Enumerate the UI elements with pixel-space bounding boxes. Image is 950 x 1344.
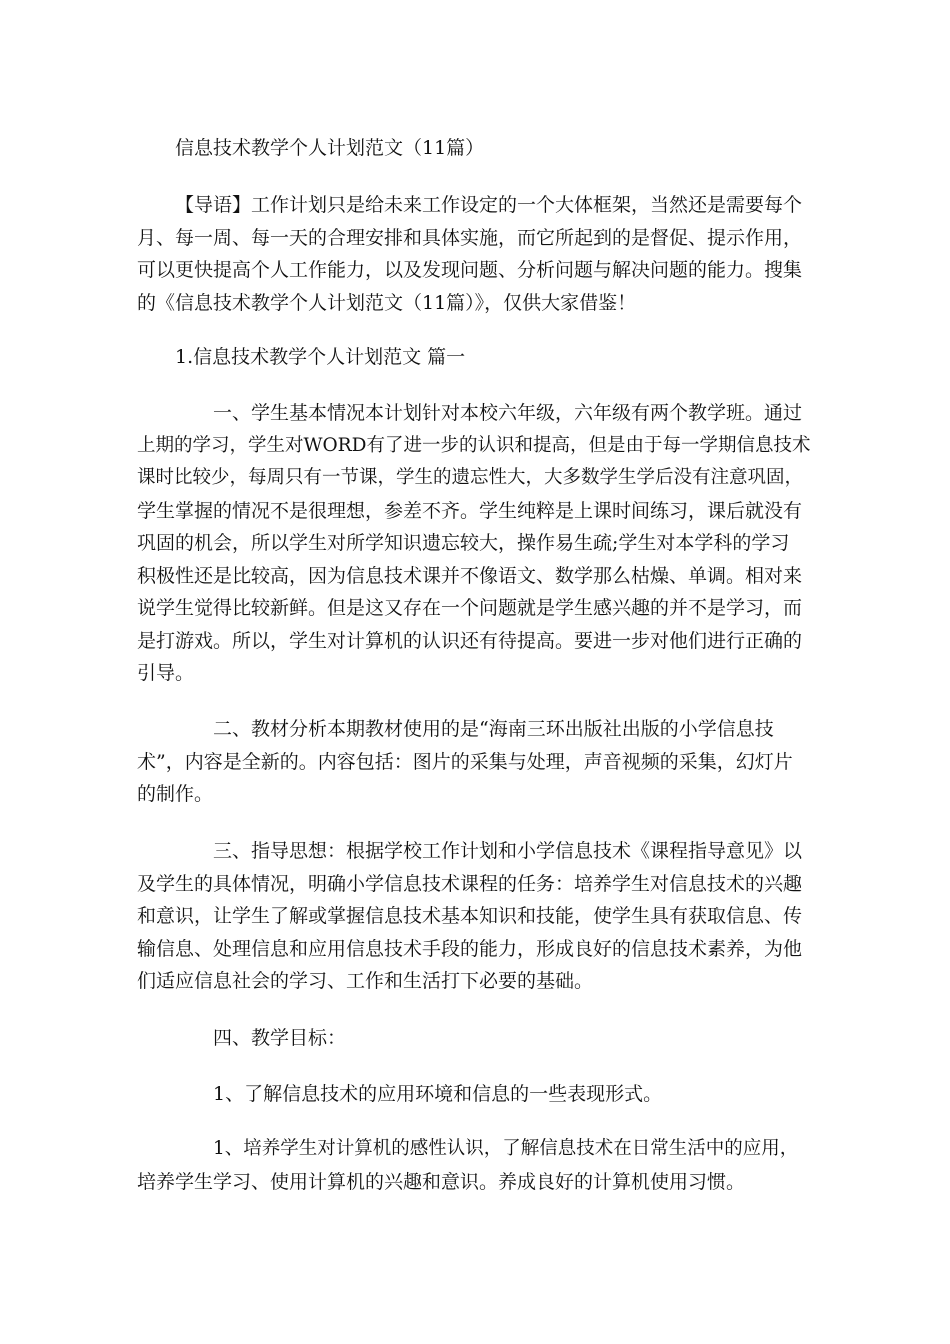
intro-line: 可以更快提高个人工作能力，以及发现问题、分析问题与解决问题的能力。搜集 (137, 259, 803, 281)
intro-line: 月、每一周、每一天的合理安排和具体实施，而它所起到的是督促、提示作用， (137, 226, 803, 249)
paragraph-line: 三、指导思想：根据学校工作计划和小学信息技术《课程指导意见》以 (213, 840, 803, 862)
paragraph-line: 二、教材分析本期教材使用的是“海南三环出版社出版的小学信息技 (213, 718, 774, 740)
paragraph-line: 培养学生学习、使用计算机的兴趣和意识。养成良好的计算机使用习惯。 (137, 1170, 746, 1193)
paragraph-line: 说学生觉得比较新鲜。但是这又存在一个问题就是学生感兴趣的并不是学习，而 (137, 597, 803, 619)
paragraph-line: 术”，内容是全新的。内容包括：图片的采集与处理，声音视频的采集，幻灯片 (137, 750, 793, 773)
intro-line: 【导语】工作计划只是给未来工作设定的一个大体框架，当然还是需要每个 (175, 194, 803, 216)
paragraph-line: 的制作。 (137, 783, 214, 805)
paragraph-goal-1 (137, 1078, 813, 1111)
paragraph-line: 课时比较少，每周只有一节课，学生的遗忘性大，大多数学生学后没有注意巩固， (137, 467, 804, 488)
paragraph-line: 1、了解信息技术的应用环境和信息的一些表现形式。 (213, 1083, 663, 1105)
intro-paragraph (137, 189, 813, 319)
paragraph-teaching-goals (137, 1022, 813, 1055)
intro-line: 的《信息技术教学个人计划范文（11篇）》，仅供大家借鉴！ (137, 291, 637, 314)
paragraph-line: 1、培养学生对计算机的感性认识，了解信息技术在日常生活中的应用， (213, 1138, 799, 1159)
paragraph-line: 四、教学目标： (213, 1027, 347, 1049)
paragraph-line: 及学生的具体情况，明确小学信息技术课程的任务：培养学生对信息技术的兴趣 (137, 872, 803, 895)
paragraph-line: 学生掌握的情况不是很理想，参差不齐。学生纯粹是上课时间练习，课后就没有 (137, 499, 803, 522)
paragraph-line: 引导。 (137, 662, 195, 684)
paragraph-line: 输信息、处理信息和应用信息技术手段的能力，形成良好的信息技术素养，为他 (137, 937, 803, 960)
paragraph-line: 和意识，让学生了解或掌握信息技术基本知识和技能，使学生具有获取信息、传 (137, 905, 803, 927)
paragraph-line: 巩固的机会，所以学生对所学知识遗忘较大，操作易生疏;学生对本学科的学习 (137, 532, 790, 554)
paragraph-guiding-thought (137, 835, 813, 998)
paragraph-line: 们适应信息社会的学习、工作和生活打下必要的基础。 (137, 970, 594, 992)
section-heading: 1.信息技术教学个人计划范文 篇一 (175, 346, 466, 368)
paragraph-line: 上期的学习，学生对WORD有了进一步的认识和提高，但是由于每一学期信息技术 (137, 434, 811, 456)
paragraph-textbook-analysis (137, 713, 813, 811)
paragraph-line: 是打游戏。所以，学生对计算机的认识还有待提高。要进一步对他们进行正确的 (137, 629, 803, 652)
paragraph-student-situation (137, 397, 813, 690)
paragraph-line: 积极性还是比较高，因为信息技术课并不像语文、数学那么枯燥、单调。相对来 (137, 564, 803, 587)
document-title: 信息技术教学个人计划范文（11篇） (175, 137, 485, 159)
paragraph-line: 一、学生基本情况本计划针对本校六年级，六年级有两个教学班。通过 (213, 402, 803, 424)
paragraph-goal-1b (137, 1133, 813, 1198)
